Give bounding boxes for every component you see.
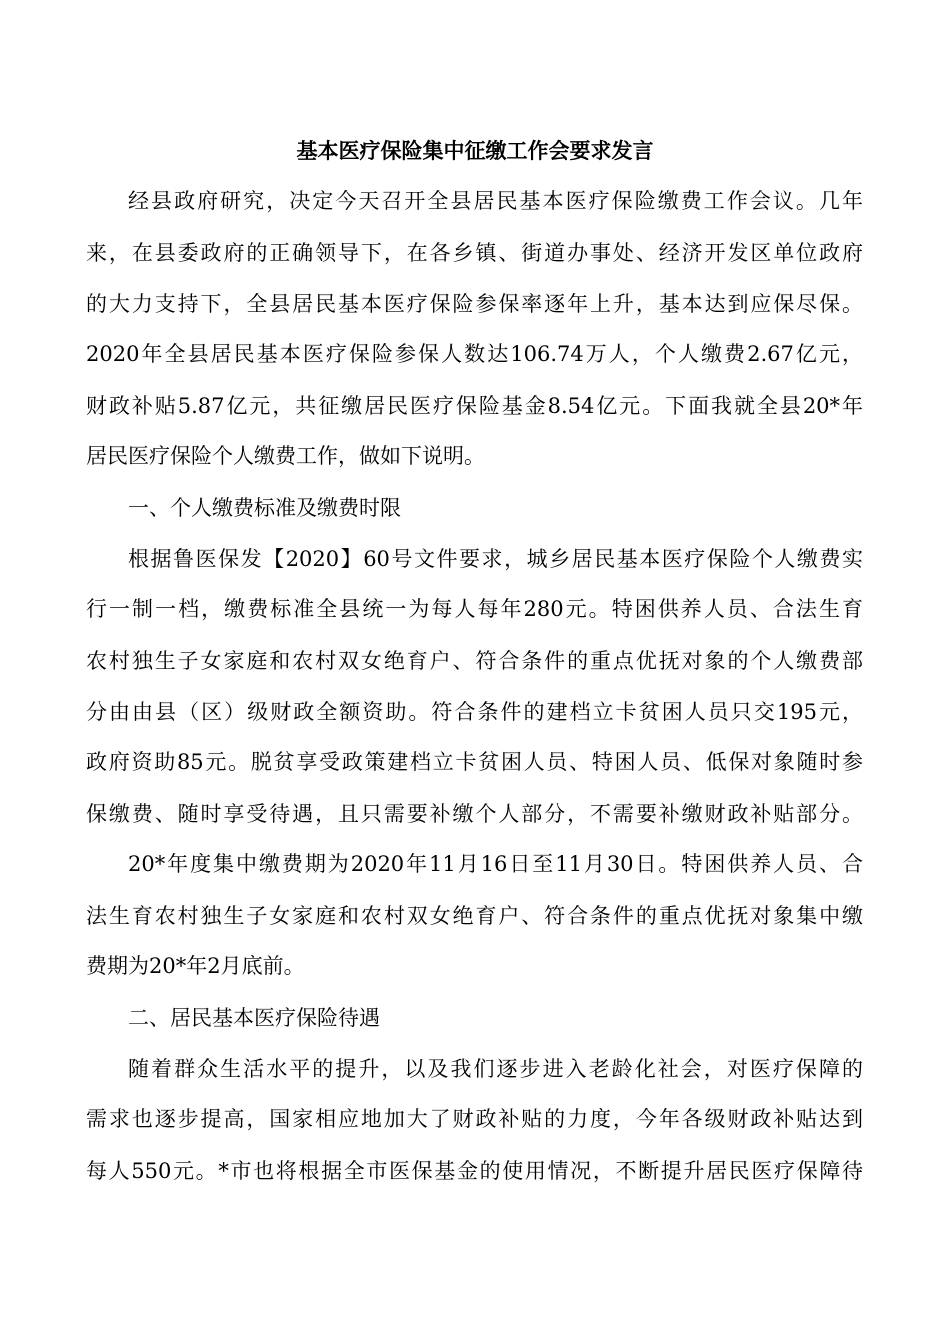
section-heading: 二、居民基本医疗保险待遇 xyxy=(128,1006,380,1030)
paragraph-line: 需求也逐步提高，国家相应地加大了财政补贴的力度，今年各级财政补贴达到 xyxy=(86,1107,863,1131)
paragraph-line: 经县政府研究，决定今天召开全县居民基本医疗保险缴费工作会议。几年 xyxy=(128,189,863,213)
paragraph-line: 费期为20*年2月底前。 xyxy=(86,954,305,978)
paragraph-line: 来，在县委政府的正确领导下，在各乡镇、街道办事处、经济开发区单位政府 xyxy=(86,241,863,265)
paragraph-line: 农村独生子女家庭和农村双女绝育户、符合条件的重点优抚对象的个人缴费部 xyxy=(86,649,863,673)
paragraph-line: 根据鲁医保发【2020】60号文件要求，城乡居民基本医疗保险个人缴费实 xyxy=(128,547,863,571)
document-title: 基本医疗保险集中征缴工作会要求发言 xyxy=(296,138,654,163)
section-heading: 一、个人缴费标准及缴费时限 xyxy=(128,496,401,520)
paragraph-line: 的大力支持下，全县居民基本医疗保险参保率逐年上升，基本达到应保尽保。 xyxy=(86,292,863,316)
paragraph-line: 财政补贴5.87亿元，共征缴居民医疗保险基金8.54亿元。下面我就全县20*年 xyxy=(86,394,863,418)
paragraph-line: 分由由县（区）级财政全额资助。符合条件的建档立卡贫困人员只交195元， xyxy=(86,700,863,724)
paragraph-line: 法生育农村独生子女家庭和农村双女绝育户、符合条件的重点优抚对象集中缴 xyxy=(86,904,863,928)
paragraph-line: 行一制一档，缴费标准全县统一为每人每年280元。特困供养人员、合法生育 xyxy=(86,597,863,621)
paragraph-line: 保缴费、随时享受待遇，且只需要补缴个人部分，不需要补缴财政补贴部分。 xyxy=(86,802,863,826)
paragraph-line: 随着群众生活水平的提升，以及我们逐步进入老龄化社会，对医疗保障的 xyxy=(128,1057,863,1081)
paragraph-line: 政府资助85元。脱贫享受政策建档立卡贫困人员、特困人员、低保对象随时参 xyxy=(86,750,863,774)
paragraph-line: 每人550元。*市也将根据全市医保基金的使用情况，不断提升居民医疗保障待 xyxy=(86,1159,863,1183)
paragraph-line: 20*年度集中缴费期为2020年11月16日至11月30日。特困供养人员、合 xyxy=(128,852,863,876)
paragraph-line: 2020年全县居民基本医疗保险参保人数达106.74万人，个人缴费2.67亿元， xyxy=(86,342,863,366)
paragraph-line: 居民医疗保险个人缴费工作，做如下说明。 xyxy=(86,444,485,468)
